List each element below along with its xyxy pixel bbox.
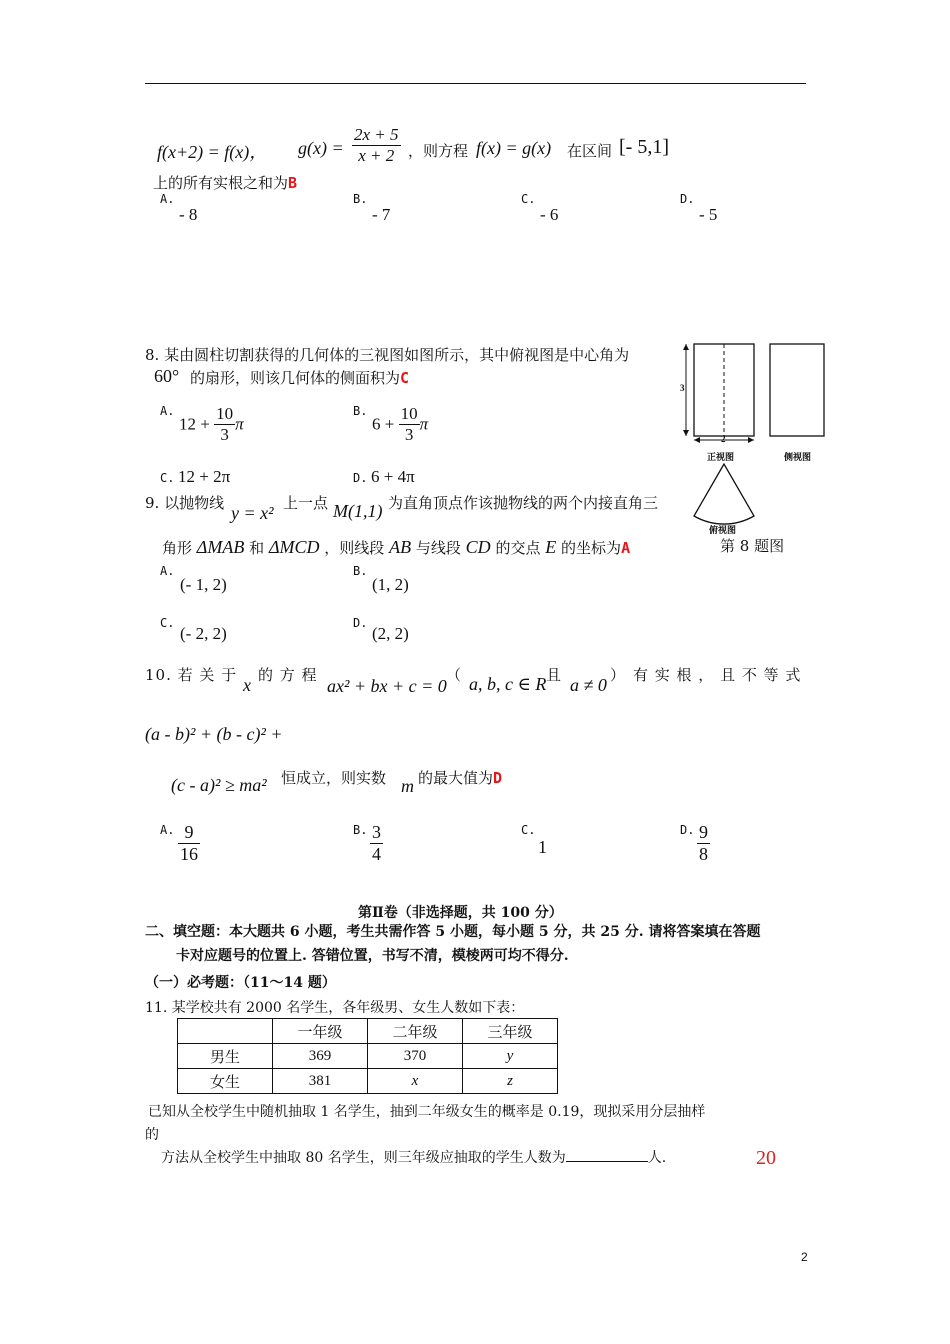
q10-option-a-num: 9 [178,822,200,844]
q7-eq2-left: g(x) = [298,138,344,158]
page-number: 2 [801,1250,808,1264]
fig-top-label: 俯视图 [709,526,737,536]
q10-cond: a, b, c ∈ R [469,674,547,694]
q10-and: 且 [546,666,562,684]
q10-option-d-frac [697,822,710,865]
q11-line3: 的 [145,1127,159,1143]
table-cell [178,1019,273,1044]
q8-option-c-value: 12 + 2π [178,467,231,486]
header-rule [145,83,806,84]
q8-figure [680,338,840,558]
table-cell: 男生 [178,1044,273,1069]
q7-option-b-value: - 7 [372,205,391,224]
q9-point: M(1,1) [333,501,383,521]
q9-tri2: ΔMCD [268,537,320,557]
q10-option-a-frac [178,822,200,865]
table-cell: 女生 [178,1069,273,1094]
table-row [178,1069,558,1094]
q7-option-c-value: - 6 [540,205,559,224]
q7-eq1: f(x+2) = f(x)， [157,142,268,162]
width-arrow-right [748,437,754,443]
q8-option-b-letter: B. [353,404,368,418]
q9-curve: y = x² [231,503,274,523]
table-cell: 一年级 [273,1019,368,1044]
q10-option-d-num: 9 [699,822,708,842]
q8-angle: 60° [154,366,180,386]
q9-l2-c: ，则线段 [324,539,385,557]
q9-option-b-letter: B. [353,564,368,578]
q8-option-b-den: 3 [404,425,414,444]
q11-line1: 11. 某学校共有 2000 名学生，各年级男、女生人数如下表： [145,1000,525,1016]
q8-line2 [190,367,409,388]
q11-line4-text: 方法从全校学生中抽取 80 名学生，则三年级应抽取的学生人数为 [161,1150,566,1166]
q11-table-wrap [177,1018,558,1094]
table-row [178,1044,558,1069]
q7-option-a-letter: A. [160,192,175,206]
q11-line4 [161,1147,666,1167]
q7-option-c-letter: C. [521,192,536,206]
q10-mid2: 恒成立，则实数 [281,769,387,787]
q9-line2 [162,537,630,558]
q10-paren-open: （ [446,666,462,684]
q8-line2-text: 的扇形，则该几何体的侧面积为 [190,369,401,387]
q9-l2-a: 角形 [162,539,193,557]
fig-caption: 第 8 题图 [720,537,785,555]
q9-seg2: CD [465,537,491,557]
q10-ineq2: (c - a)² ≥ ma² [171,775,267,795]
q8-option-c-letter: C. [160,471,175,485]
q7-interval: [- 5,1] [619,136,669,158]
q10-ineq1: (a - b)² + (b - c)² + [145,724,283,744]
fig-side-label: 侧视图 [784,453,812,463]
q8-answer: C [400,369,410,387]
q10-m: m [401,776,414,796]
table-row [178,1019,558,1044]
table-cell: y [463,1044,558,1069]
q7-option-d-letter: D. [680,192,695,206]
q8-option-d-letter: D. [353,471,368,485]
q8-option-a-letter: A. [160,404,175,418]
q10-line3-tail [418,767,502,788]
q10-prefix: 10. 若 关 于 [145,666,238,684]
q10-cond2: a ≠ 0 [570,675,607,695]
q7-option-b-letter: B. [353,192,368,206]
table-cell: 370 [368,1044,463,1069]
q10-option-a-letter: A. [160,823,175,837]
q10-option-a-den: 16 [180,844,198,864]
q8-option-b-expr [372,404,428,445]
table-cell: 三年级 [463,1019,558,1044]
q8-option-a-num: 10 [216,404,234,423]
part2-instructions-line2: 卡对应题号的位置上. 答错位置，书写不清，模棱两可均不得分. [176,948,569,964]
q11-answer: 20 [756,1147,776,1169]
q10-option-c-letter: C. [521,823,536,837]
q8-line1: 8. 某由圆柱切割获得的几何体的三视图如图所示，其中俯视图是中心角为 [145,346,630,364]
height-arrow-bottom [683,430,689,436]
table-cell: 381 [273,1069,368,1094]
q10-paren-close: ） [610,666,626,684]
q7-eq3-tail: 在区间 [567,142,613,160]
table-cell: 二年级 [368,1019,463,1044]
q10-option-b-num: 3 [372,822,381,842]
q9-option-a-value: (- 1, 2) [180,575,227,594]
q7-answer: B [288,174,298,192]
q10-option-b-frac [370,822,383,865]
height-arrow-top [683,344,689,350]
q9-option-c-value: (- 2, 2) [180,624,227,643]
q7-fraction-denominator: x + 2 [358,146,395,165]
answer-blank[interactable] [566,1147,648,1162]
q9-mid2: 为直角顶点作该抛物线的两个内接直角三 [388,494,659,512]
fig-front-label: 正视图 [707,453,735,463]
q7-fraction-numerator: 2x + 5 [354,125,399,144]
q7-option-d-value: - 5 [699,205,718,224]
q8-option-a-expr [179,404,244,445]
q9-option-b-value: (1, 2) [372,575,409,594]
q10-tail: 有 实 根 ， 且 不 等 式 [633,666,802,684]
q9-l2-e: 的交点 [495,539,541,557]
q9-answer: A [621,539,631,557]
q8-option-b-num: 10 [400,404,418,423]
q7-option-a-value: - 8 [179,205,198,224]
q8-option-a-pre: 12 + [179,414,210,434]
q8-option-b-pre: 6 + [372,414,395,434]
q7-line2-text: 上的所有实根之和为 [153,174,289,192]
q10-eq: ax² + bx + c = 0 [327,676,447,696]
part2-title: 第Ⅱ卷（非选择题，共 100 分） [358,905,563,921]
q8-option-d-value: 6 + 4π [371,467,415,486]
q10-tail2: 的最大值为 [418,769,494,787]
q8-option-a-post: π [235,414,244,434]
q10-option-d-den: 8 [699,844,708,864]
q8-option-b-post: π [419,414,429,434]
side-view-rect [770,344,824,436]
q10-option-b-letter: B. [353,823,368,837]
fig-dim-height: 3 [680,383,685,393]
three-view-diagram [680,338,840,558]
q11-line2: 已知从全校学生中随机抽取 1 名学生，抽到二年级女生的概率是 0.19，现拟采用分层抽样 [148,1104,706,1120]
q8-option-a-den: 3 [220,425,229,444]
q9-l2-d: 与线段 [415,539,461,557]
q9-option-d-value: (2, 2) [372,624,409,643]
q9-option-d-letter: D. [353,616,368,630]
part2-subheading: （一）必考题：（11～14 题） [145,975,336,991]
width-arrow-left [694,437,700,443]
q7-line2 [153,172,297,193]
q10-answer: D [493,769,503,787]
q9-mid1: 上一点 [283,494,329,512]
q10-mid1: 的 方 程 [258,666,318,684]
q11-table [177,1018,558,1094]
q10-option-d-letter: D. [680,823,695,837]
part2-instructions-line1: 二、填空题：本大题共 6 小题，考生共需作答 5 小题，每小题 5 分，共 25 分. 请将答案填在答题 [145,924,761,940]
q9-prefix: 9. 以抛物线 [145,494,225,512]
table-cell: 369 [273,1044,368,1069]
fig-dim-width: 2 [721,434,726,444]
q9-seg1: AB [389,537,412,557]
q9-l2-f: 的坐标为 [561,539,622,557]
q10-option-b-den: 4 [372,844,381,864]
q9-option-c-letter: C. [160,616,175,630]
table-cell: x [368,1069,463,1094]
q11-line4-end: 人. [647,1150,667,1166]
top-view-sector [694,464,754,524]
q9-l2-b: 和 [249,539,265,557]
q7-eq2-tail: ，则方程 [408,142,469,160]
q10-var: x [243,675,251,695]
q10-option-c-value: 1 [538,837,547,857]
q9-pt: E [545,537,557,557]
q7-fraction [352,125,401,166]
table-cell: z [463,1069,558,1094]
q9-tri1: ΔMAB [196,537,245,557]
q9-option-a-letter: A. [160,564,175,578]
q7-eq3: f(x) = g(x) [476,138,552,158]
